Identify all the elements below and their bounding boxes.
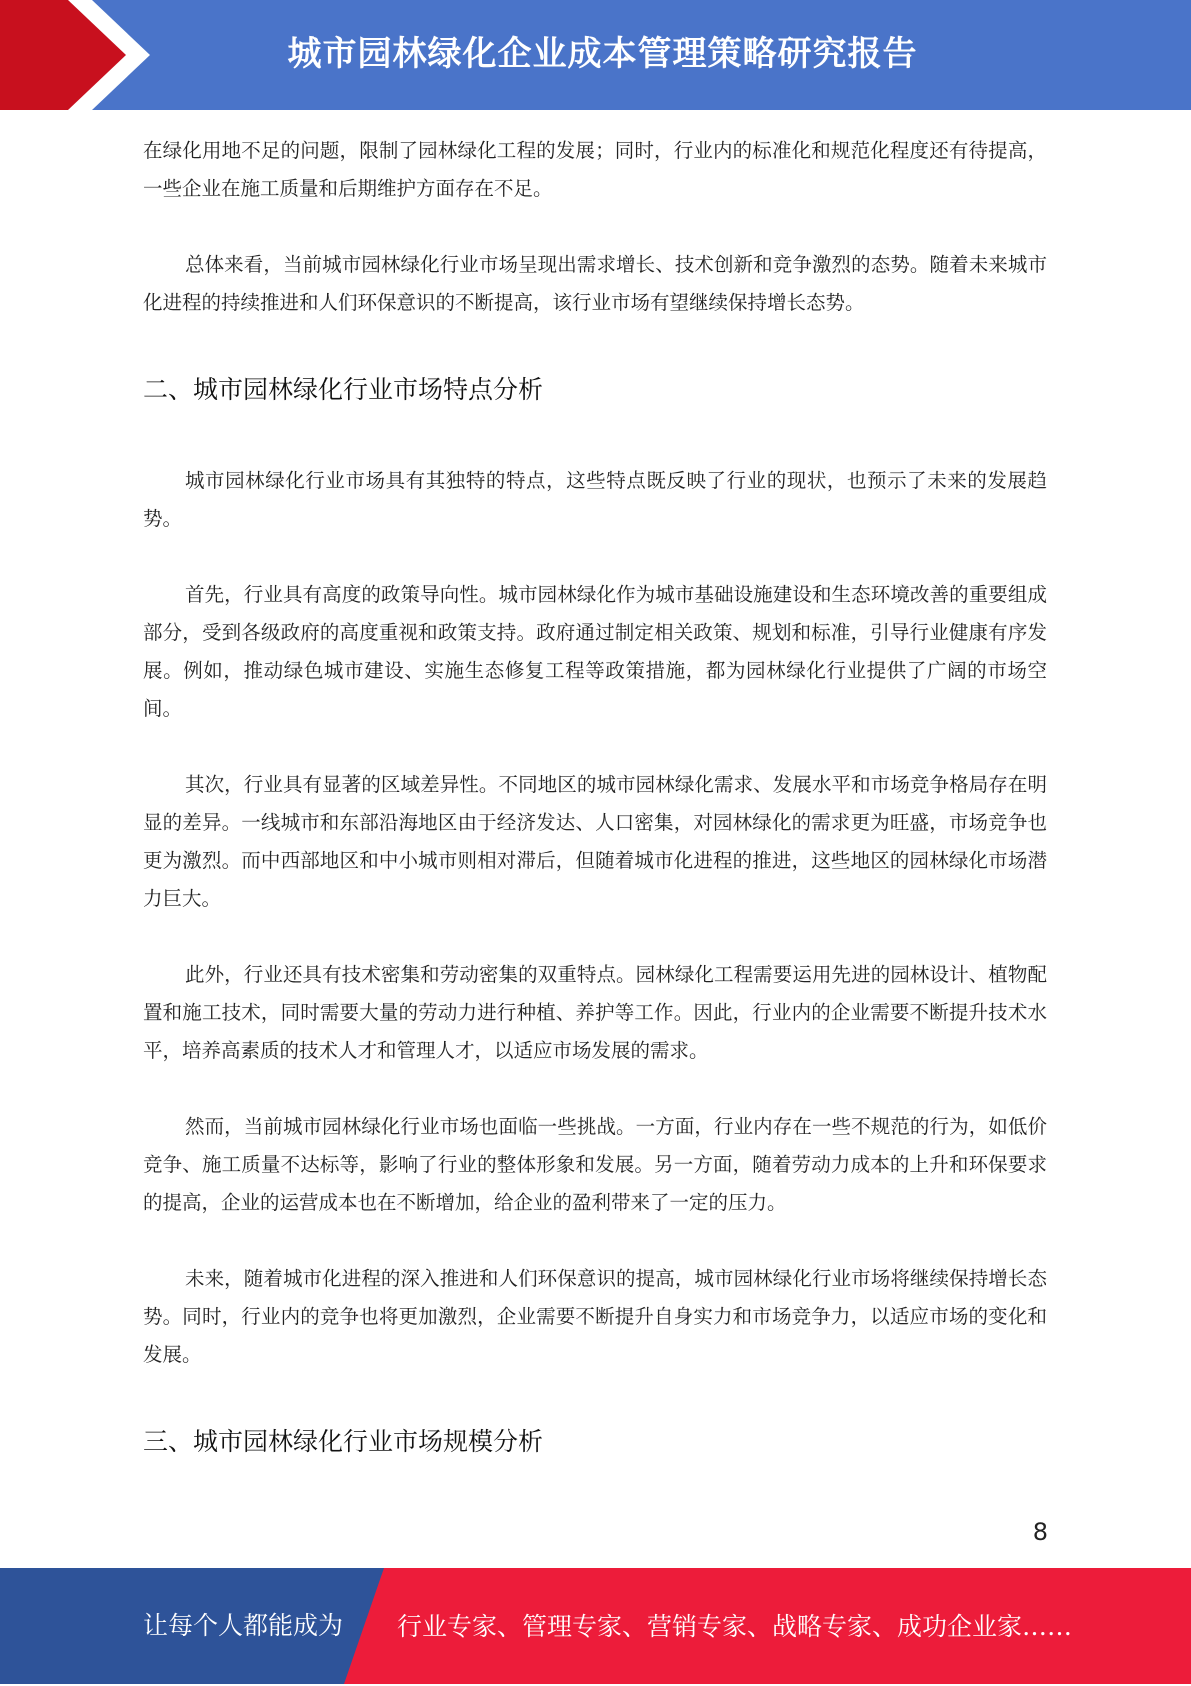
paragraph-intro: 城市园林绿化行业市场具有其独特的特点，这些特点既反映了行业的现状，也预示了未来的发展趋势。 [143,469,1047,530]
paragraph-policy: 首先，行业具有高度的政策导向性。城市园林绿化作为城市基础设施建设和生态环境改善的重要组成部分，受到各级政府的高度重视和政策支持。政府通过制定相关政策、规划和标准，引导行业健康有序发展。例如，推动绿色城市建设、实施生态修复工程等政策措施，都为园林绿化行业提供了广阔的市场空间。 [143,583,1047,720]
paragraph-regional: 其次，行业具有显著的区域差异性。不同地区的城市园林绿化需求、发展水平和市场竞争格局存在明显的差异。一线城市和东部沿海地区由于经济发达、人口密集，对园林绿化的需求更为旺盛，市场竞争也更为激烈。而中西部地区和中小城市则相对滞后，但随着城市化进程的推进，这些地区的园林绿化市场潜力巨大。 [143,773,1047,910]
paragraph-future: 未来，随着城市化进程的深入推进和人们环保意识的提高，城市园林绿化行业市场将继续保持增长态势。同时，行业内的竞争也将更加激烈，企业需要不断提升自身实力和市场竞争力，以适应市场的变化和发展。 [143,1267,1047,1366]
section-heading-3: 三、城市园林绿化行业市场规模分析 [143,1427,544,1456]
paragraph-overview: 总体来看，当前城市园林绿化行业市场呈现出需求增长、技术创新和竞争激烈的态势。随着未来城市化进程的持续推进和人们环保意识的不断提高，该行业市场有望继续保持增长态势。 [143,253,1047,314]
paragraph-challenges: 然而，当前城市园林绿化行业市场也面临一些挑战。一方面，行业内存在一些不规范的行为，如低价竞争、施工质量不达标等，影响了行业的整体形象和发展。另一方面，随着劳动力成本的上升和环保要求的提高，企业的运营成本也在不断增加，给企业的盈利带来了一定的压力。 [143,1115,1047,1214]
footer-slogan-left: 让每个人都能成为 [143,1611,344,1640]
paragraph-continued: 在绿化用地不足的问题，限制了园林绿化工程的发展；同时，行业内的标准化和规范化程度还有待提高，一些企业在施工质量和后期维护方面存在不足。 [143,139,1047,200]
paragraph-technology: 此外，行业还具有技术密集和劳动密集的双重特点。园林绿化工程需要运用先进的园林设计、植物配置和施工技术，同时需要大量的劳动力进行种植、养护等工作。因此，行业内的企业需要不断提升技术水平，培养高素质的技术人才和管理人才，以适应市场发展的需求。 [143,963,1047,1062]
page-header [0,0,1191,110]
footer-slogan-right: 行业专家、管理专家、营销专家、战略专家、成功企业家…… [397,1612,1073,1641]
section-heading-2: 二、城市园林绿化行业市场特点分析 [143,375,544,404]
page-footer [0,1568,1191,1684]
report-title: 城市园林绿化企业成本管理策略研究报告 [287,34,918,74]
page-number: 8 [1032,1518,1048,1546]
